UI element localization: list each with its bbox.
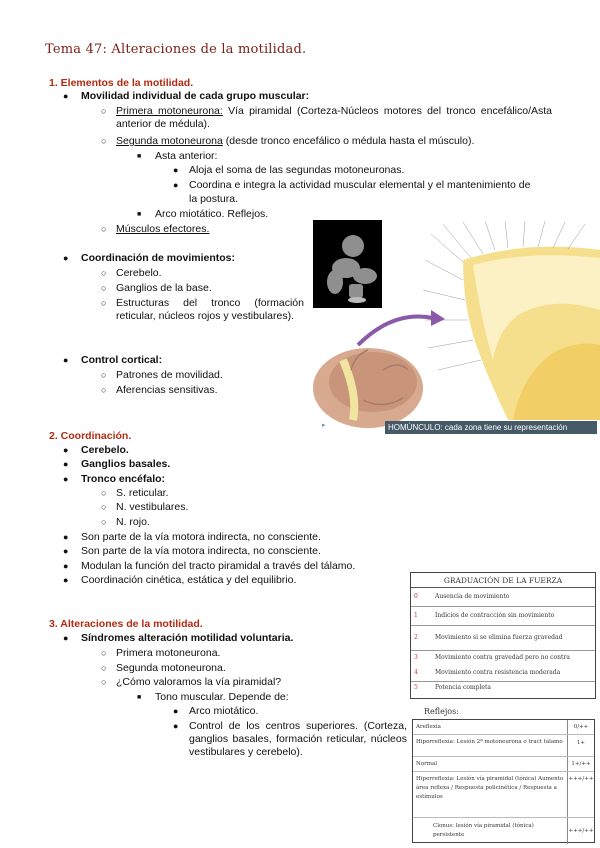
s3-item: Primera motoneurona.: [116, 647, 221, 659]
s3-sindromes: Síndromes alteración motilidad voluntaria.: [81, 632, 294, 644]
reflejos-row-value: 1+: [567, 735, 594, 756]
bullet-dot: ●: [63, 474, 69, 484]
grade-text: Ausencia de movimiento: [435, 593, 510, 600]
asta-item-2b: la postura.: [189, 193, 239, 205]
bullet-dot: ●: [63, 561, 69, 571]
aferencias-item: Aferencias sensitivas.: [116, 384, 218, 396]
figure-caption: HOMÚNCULO: cada zona tiene su representación: [385, 421, 597, 434]
s2-cerebelo: Cerebelo.: [81, 444, 129, 456]
section-1-heading: 1. Elementos de la motilidad.: [49, 77, 194, 89]
reflejos-row: [413, 735, 594, 757]
s2-point: Son parte de la vía motora indirecta, no consciente.: [81, 545, 321, 557]
s1-bullet-control: Control cortical:: [81, 354, 163, 366]
tono-item-1: Arco miotático.: [189, 705, 259, 717]
primera-motoneurona-text: [116, 105, 552, 131]
square-bullet: ■: [137, 694, 142, 701]
bullet-dot: ●: [63, 355, 69, 365]
s2-ganglios: Ganglios basales.: [81, 458, 171, 470]
primera-desc: Vía piramidal (Corteza-Núcleos motores del tronco encefálico/Asta anterior de médula).: [116, 105, 552, 130]
graduacion-row: [411, 607, 595, 626]
bullet-dot: ●: [173, 180, 179, 190]
reflejos-table: [412, 719, 595, 843]
grade-number: 0: [414, 593, 418, 600]
s2-sub-item: N. rojo.: [116, 516, 150, 528]
grade-number: 5: [414, 684, 418, 691]
bullet-dot: ●: [173, 721, 179, 731]
reflejos-header-value: 0/++: [567, 720, 594, 734]
graduacion-row: [411, 665, 595, 682]
reflejos-row-value: +++/++: [567, 772, 594, 817]
circle-bullet: ○: [101, 517, 107, 527]
s2-sub-item: N. vestibulares.: [116, 501, 189, 513]
bullet-dot: ●: [63, 532, 69, 542]
s1-bullet-movilidad: Movilidad individual de cada grupo muscular:: [81, 90, 310, 102]
s3-item: ¿Cómo valoramos la vía piramidal?: [116, 676, 282, 688]
asta-item-1: Aloja el soma de las segundas motoneuronas.: [189, 164, 405, 176]
reflejos-row-text: Hiporreflexia: Lesión 2ª motoneurona o tract tálamo: [416, 739, 563, 745]
segunda-desc: (desde tronco encefálico o médula hasta el músculo).: [222, 135, 475, 147]
reflejos-header-row: [413, 720, 594, 735]
cerebelo-item: Cerebelo.: [116, 267, 162, 279]
grade-text: Movimiento contra resistencia moderada: [435, 669, 561, 676]
s2-point: Coordinación cinética, estática y del equilibrio.: [81, 574, 297, 586]
bullet-dot: ●: [173, 165, 179, 175]
homunculus-figure: [313, 220, 600, 434]
grade-number: 4: [414, 669, 418, 676]
reflejos-row-value: +++/++: [567, 818, 594, 844]
bullet-dot: ●: [173, 706, 179, 716]
estructuras-item: Estructuras del tronco (formación reticular, núcleos rojos y vestibulares).: [116, 297, 304, 322]
circle-bullet: ○: [101, 648, 107, 658]
graduacion-row: [411, 588, 595, 607]
arco-miotatico: Arco miotático. Reflejos.: [155, 208, 269, 220]
graduacion-fuerza-table: [410, 572, 596, 699]
circle-bullet: ○: [101, 502, 107, 512]
graduacion-row: [411, 682, 595, 694]
grade-number: 3: [414, 654, 418, 661]
graduacion-row: [411, 626, 595, 651]
grade-text: Potencia completa: [435, 684, 491, 691]
s1-bullet-coordinacion: Coordinación de movimientos:: [81, 252, 236, 264]
grade-text: Movimiento si se elimina fuerza gravedad: [435, 634, 563, 641]
page-title: Tema 47: Alteraciones de la motilidad.: [45, 42, 307, 57]
bullet-dot: ●: [63, 546, 69, 556]
s2-point: Son parte de la vía motora indirecta, no consciente.: [81, 531, 321, 543]
square-bullet: ■: [137, 153, 142, 160]
grade-text: Indicios de contracción sin movimiento: [435, 612, 555, 619]
patrones-item: Patrones de movilidad.: [116, 369, 223, 381]
reflejos-label: Reflejos:: [424, 707, 459, 716]
s2-point: Modulan la función del tracto piramidal a través del tálamo.: [81, 560, 356, 572]
musculos-efectores: Músculos efectores.: [116, 223, 210, 235]
circle-bullet: ○: [101, 224, 107, 234]
section-3-heading: 3. Alteraciones de la motilidad.: [49, 618, 203, 630]
reflejos-header: Areflexia: [416, 724, 441, 730]
reflejos-row-value: 1+/++: [567, 757, 594, 771]
reflejos-row-text: Normal: [416, 761, 438, 767]
s2-tronco: Tronco encéfalo:: [81, 473, 166, 485]
circle-bullet: ○: [101, 677, 107, 687]
bullet-dot: ●: [63, 91, 69, 101]
circle-bullet: ○: [101, 663, 107, 673]
bullet-dot: ●: [63, 253, 69, 263]
reflejos-row: [413, 818, 594, 844]
section-2-heading: 2. Coordinación.: [49, 430, 132, 442]
bullet-dot: ●: [63, 633, 69, 643]
play-icon: ▸: [322, 422, 326, 429]
grade-number: 2: [414, 634, 418, 641]
segunda-motoneurona-text: [116, 135, 474, 148]
square-bullet: ■: [137, 211, 142, 218]
reflejos-row-text: Hiperreflexia: Lesión vía piramidal (tónica) Aumento área reflexa / Respuesta policinética / Respuesta a estímulos: [416, 776, 564, 800]
bullet-dot: ●: [63, 459, 69, 469]
ganglios-item: Ganglios de la base.: [116, 282, 212, 294]
reflejos-row: [413, 757, 594, 772]
reflejos-row-text: Clonus: lesión vía piramidal (tónica) persistente: [433, 823, 534, 838]
reflejos-row: [413, 772, 594, 818]
circle-bullet: ○: [101, 268, 107, 278]
grade-text: Movimiento contra gravedad pero no contra: [435, 654, 570, 661]
asta-anterior: Asta anterior:: [155, 150, 218, 162]
s2-sub-item: S. reticular.: [116, 487, 169, 499]
circle-bullet: ○: [101, 283, 107, 293]
s3-item: Segunda motoneurona.: [116, 662, 226, 674]
primera-label: Primera motoneurona:: [116, 105, 223, 117]
circle-bullet: ○: [101, 106, 107, 116]
homunculus-illustration: [313, 220, 600, 434]
circle-bullet: ○: [101, 370, 107, 380]
bullet-dot: ●: [63, 575, 69, 585]
tono-muscular: Tono muscular. Depende de:: [155, 691, 289, 703]
segunda-label: Segunda motoneurona: [116, 135, 223, 147]
graduacion-row: [411, 651, 595, 665]
bullet-dot: ●: [63, 445, 69, 455]
graduacion-title: GRADUACIÓN DE LA FUERZA: [411, 573, 595, 588]
grade-number: 1: [414, 612, 418, 619]
tono-item-2: Control de los centros superiores. (Corteza, ganglios basales, formación reticular, núcleos vestibulares y cerebelo).: [189, 720, 407, 758]
circle-bullet: ○: [101, 488, 107, 498]
asta-item-2a: Coordina e integra la actividad muscular elemental y el mantenimiento de: [189, 179, 531, 191]
circle-bullet: ○: [101, 385, 107, 395]
circle-bullet: ○: [101, 136, 107, 146]
circle-bullet: ○: [101, 298, 107, 308]
